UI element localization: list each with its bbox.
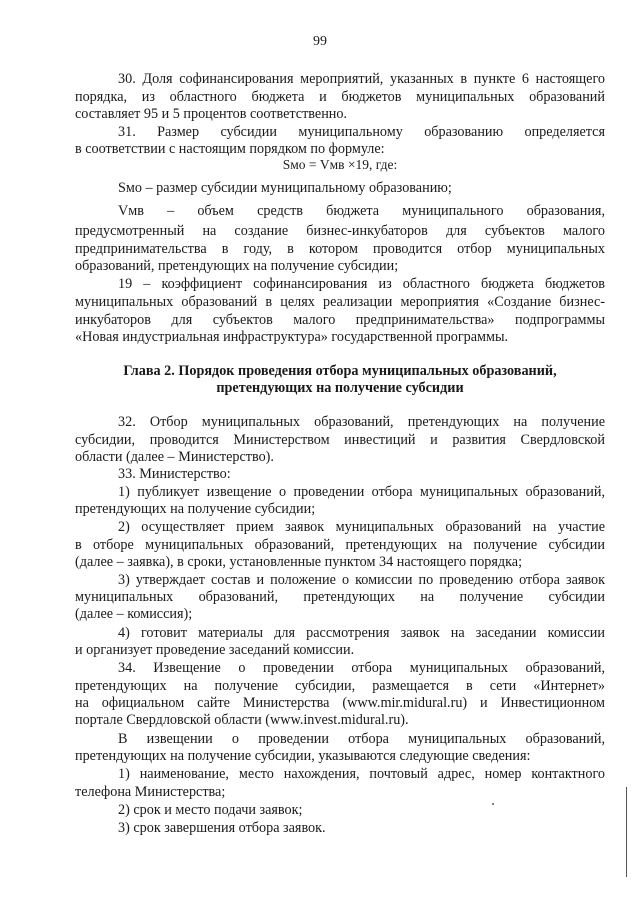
paragraph-line: телефона Министерства;	[75, 784, 226, 800]
paragraph-line: претендующих на получение субсидии, указываются следующие сведения:	[75, 748, 531, 764]
paragraph-line: 30. Доля софинансирования мероприятий, указанных в пункте 6 настоящего	[118, 71, 605, 87]
list-item: 3) срок завершения отбора заявок.	[118, 820, 326, 836]
paragraph-line: портале Свердловской области (www.invest.midural.ru).	[75, 712, 409, 728]
formula-definition: Vмв – объем средств бюджета муниципального образования,	[118, 203, 605, 219]
paragraph-line: муниципальных образований в целях реализации мероприятия «Создание бизнес-	[75, 294, 605, 310]
list-item: 2) срок и место подачи заявок;	[118, 802, 303, 818]
paragraph-line: и организует проведение заседаний комиссии.	[75, 642, 355, 658]
list-item: 3) утверждает состав и положение о комиссии по проведению отбора заявок	[118, 572, 605, 588]
list-item: 4) готовит материалы для рассмотрения заявок на заседании комиссии	[118, 625, 605, 641]
paragraph-line: претендующих на получение субсидии, размещается в сети «Интернет»	[75, 678, 605, 694]
chapter-heading: Глава 2. Порядок проведения отбора муниципальных образований,	[123, 363, 557, 379]
page-number: 99	[313, 34, 327, 49]
paragraph-line: муниципальных образований, претендующих на получение субсидии	[75, 589, 605, 605]
formula: Sмо = Vмв ×19, где:	[282, 157, 398, 172]
paragraph-line: 33. Министерство:	[118, 466, 231, 482]
scan-edge-line	[626, 787, 627, 877]
paragraph-line: 31. Размер субсидии муниципальному образованию определяется	[118, 124, 605, 140]
list-item: 1) наименование, место нахождения, почтовый адрес, номер контактного	[118, 766, 605, 782]
paragraph-line: 34. Извещение о проведении отбора муниципальных образований,	[118, 660, 605, 676]
paragraph-line: в соответствии с настоящим порядком по формуле:	[75, 141, 385, 157]
paragraph-line: 32. Отбор муниципальных образований, претендующих на получение	[118, 414, 605, 430]
paragraph-line: субсидии, проводится Министерством инвестиций и развития Свердловской	[75, 432, 605, 448]
paragraph-line: образований, претендующих на получение субсидии;	[75, 258, 399, 274]
list-item: 1) публикует извещение о проведении отбора муниципальных образований,	[118, 484, 605, 500]
paragraph-line: в отборе муниципальных образований, претендующих на получение субсидии	[75, 537, 605, 553]
paragraph-line: инкубаторов для субъектов малого предпринимательства» подпрограммы	[75, 312, 605, 328]
list-item: 2) осуществляет прием заявок муниципальных образований на участие	[118, 519, 605, 535]
paragraph-line: 19 – коэффициент софинансирования из областного бюджета бюджетов	[118, 276, 605, 292]
paragraph-line: составляет 95 и 5 процентов соответственно.	[75, 106, 348, 122]
chapter-heading: претендующих на получение субсидии	[216, 380, 464, 396]
paragraph-line: на официальном сайте Министерства (www.mir.midural.ru) и Инвестиционном	[75, 695, 605, 711]
paragraph-line: претендующих на получение субсидии;	[75, 501, 316, 517]
paragraph-line: предусмотренный на создание бизнес-инкубаторов для субъектов малого	[75, 223, 605, 239]
paragraph-line: предпринимательства в году, в котором проводится отбор муниципальных	[75, 241, 605, 257]
paragraph-line: В извещении о проведении отбора муниципальных образований,	[118, 731, 605, 747]
paragraph-line: (далее – заявка), в сроки, установленные пунктом 34 настоящего порядка;	[75, 554, 523, 570]
formula-definition: Sмо – размер субсидии муниципальному образованию;	[118, 180, 452, 196]
scan-speck	[492, 803, 494, 805]
paragraph-line: области (далее – Министерство).	[75, 449, 274, 465]
paragraph-line: (далее – комиссия);	[75, 606, 193, 622]
paragraph-line: порядка, из областного бюджета и бюджетов муниципальных образований	[75, 89, 605, 105]
paragraph-line: «Новая индустриальная инфраструктура» государственной программы.	[75, 329, 509, 345]
